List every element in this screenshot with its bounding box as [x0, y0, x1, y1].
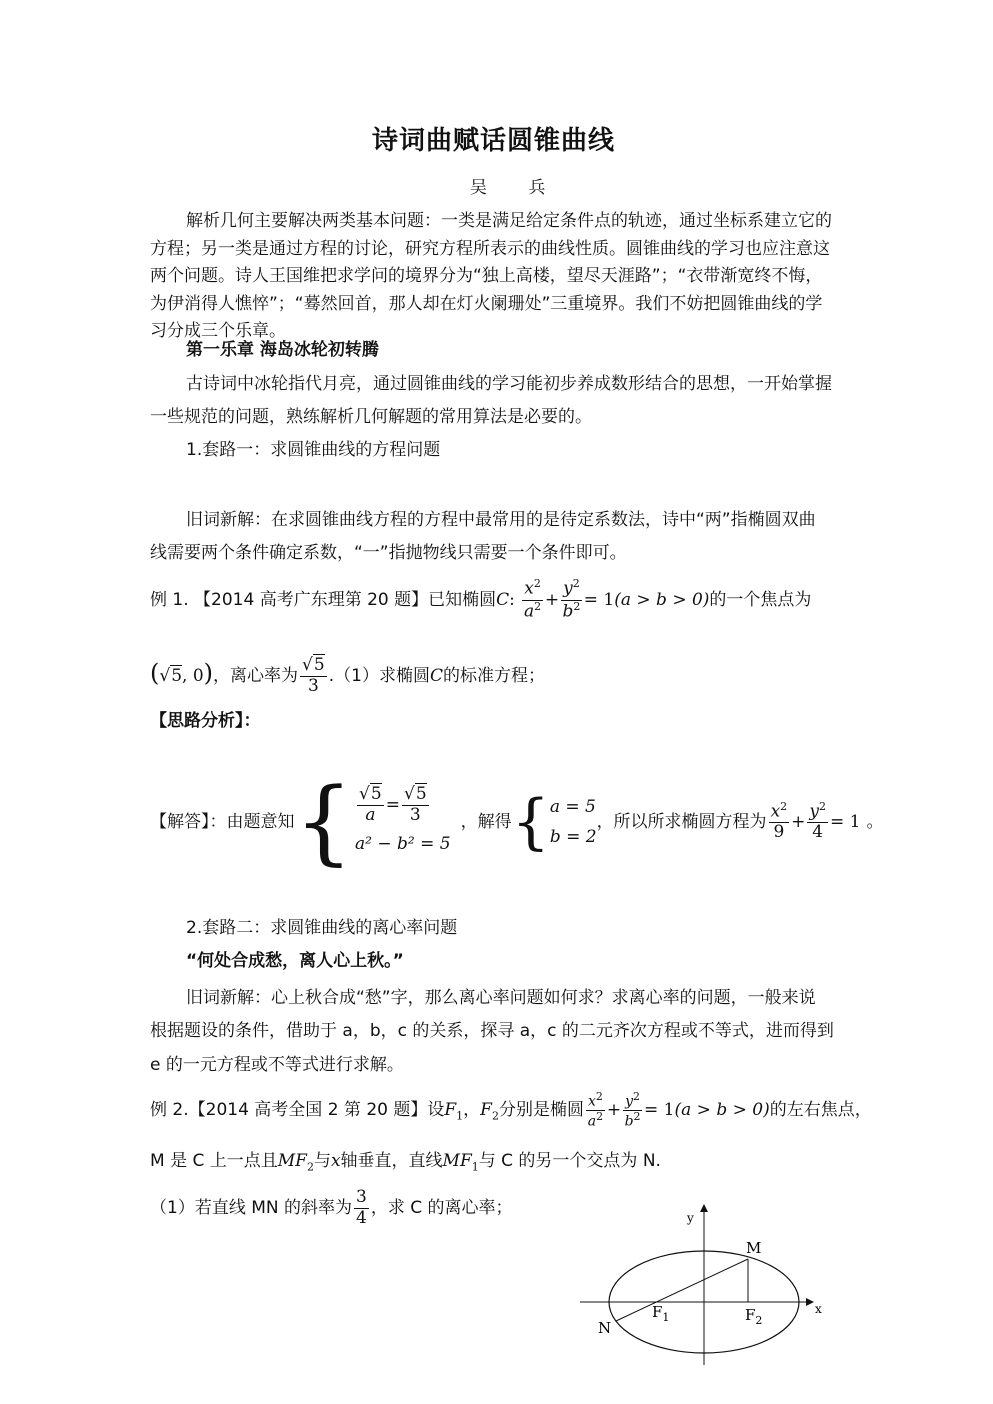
solution-b: b = 2 [549, 827, 597, 847]
var-x: x [770, 801, 781, 822]
chapter-heading: 第一乐章 海岛冰轮初转腾 [186, 340, 379, 360]
fraction-x2-9: $\frac{x^2}{9}$ [770, 800, 788, 843]
solution-a: a = 5 [549, 797, 596, 817]
fraction-x2-a2: $\frac{x^2}{a^2}$ [587, 1089, 604, 1130]
denominator: 4 [812, 822, 824, 843]
x-axis-label: x [815, 1302, 822, 1316]
condition: (a > b > 0) [614, 590, 710, 610]
text: 轴垂直，直线 [340, 1151, 443, 1171]
exp: 2 [533, 577, 541, 591]
point-n-label: N [598, 1319, 612, 1337]
chapter-paragraph-line: 古诗词中冰轮指代月亮，通过圆锥曲线的学习能初步养成数形结合的思想，一开始掌握 [186, 374, 832, 394]
author: 吴 兵 [470, 178, 564, 198]
focus-f2: F [480, 1100, 492, 1120]
text: 与 [313, 1151, 331, 1171]
fraction-y2-b2: $\frac{y^2}{b^2}$ [624, 1089, 641, 1130]
intro-line: 方程；另一类是通过方程的讨论，研究方程所表示的曲线性质。圆锥曲线的学习也应注意这 [150, 239, 830, 259]
sqrt-5: √5 [159, 666, 183, 686]
f2-subscript: 2 [755, 1314, 763, 1327]
f1-subscript: 1 [662, 1311, 670, 1324]
focus-y: , 0 [182, 666, 204, 686]
point-m-label: M [746, 1239, 762, 1257]
intro-line: 解析几何主要解决两类基本问题：一类是满足给定条件点的轨迹，通过坐标系建立它的 [186, 211, 832, 231]
text: M 是 C 上一点且 [150, 1151, 278, 1171]
example-2-line: 例 2.【2014 高考全国 2 第 20 题】设$F_1$，$F_2$分别是椭圆 $\frac{x^2}{a^2}$ + $\frac{y^2}{b^2}$ = 1(a > b > 0)的左右焦点， [150, 1089, 872, 1130]
explain-line: 根据题设的条件，借助于 a，b，c 的关系，探寻 a，c 的二元齐次方程或不等式，进而得到 [150, 1021, 834, 1041]
equals-one: = 1 [830, 812, 861, 832]
subscript: 2 [491, 1109, 499, 1123]
text: ，离心率为 [213, 666, 299, 686]
radicand: 5 [313, 654, 325, 675]
chapter-paragraph-line: 一些规范的问题，熟练解析几何解题的常用算法是必要的。 [150, 407, 592, 427]
line-mn [616, 1259, 748, 1321]
page-title: 诗词曲赋话圆锥曲线 [372, 126, 616, 156]
text: ，所以所求椭圆方程为 [596, 812, 767, 832]
ellipse-name: C [496, 590, 510, 610]
focus-f1: F [444, 1100, 457, 1120]
radicand: 5 [415, 783, 427, 804]
exp: 2 [572, 577, 580, 591]
answer-line: 【解答】：由题意知 { $\frac{√5}{a}$ = $\frac{√5}{3}$ a² − b² = 5 ，解得 { a = 5 b = 2 ，所以所求椭圆方程为 $\frac{x^2}{9}$ + $\frac{y^2}{4}$ = 1 。 [150, 768, 884, 875]
condition: (a > b > 0) [674, 1100, 770, 1120]
text: 分别是椭圆 [498, 1100, 584, 1120]
system-equations: $\frac{√5}{a}$ = $\frac{√5}{3}$ a² − b² = 5 [355, 785, 451, 859]
segment-mf1: MF [442, 1151, 472, 1171]
numerator: 3 [356, 1187, 367, 1207]
route-heading: 2.套路二：求圆锥曲线的离心率问题 [186, 918, 458, 938]
explain-line: 旧词新解：在求圆锥曲线方程的方程中最常用的是待定系数法，诗中“两”指椭圆双曲 [186, 510, 816, 530]
answer-label: 【解答】：由题意知 [150, 812, 295, 832]
point-f1-label [652, 1303, 669, 1324]
text: （1）若直线 MN 的斜率为 [150, 1198, 353, 1219]
var-y: y [809, 801, 820, 822]
intro-line: 习分成三个乐章。 [150, 321, 286, 341]
var-b: b [562, 601, 574, 622]
text: ，解得 [460, 812, 512, 832]
example-1-label: 例 1. 【2014 高考广东理第 20 题】已知椭圆 [150, 590, 497, 610]
subscript: 1 [456, 1109, 464, 1123]
solution [550, 792, 597, 852]
denominator: 4 [356, 1207, 367, 1228]
fraction-sqrt5-3: $\frac{√5}{3}$ [302, 654, 325, 696]
text: .（1）求椭圆 [328, 666, 430, 686]
period: 。 [866, 812, 884, 832]
denominator: 3 [409, 804, 421, 825]
fraction-x2-a2 [522, 578, 543, 621]
fraction-sqrt5-3: $\frac{√5}{3}$ [403, 783, 427, 825]
equals-one: = 1 [583, 590, 615, 610]
y-axis-label: y [687, 1211, 694, 1225]
example-2-line-2 [150, 1146, 661, 1182]
subscript: 1 [471, 1160, 479, 1174]
text: ，求 C 的离心率； [370, 1198, 513, 1219]
example-1-line: 例 1. 【2014 高考广东理第 20 题】已知椭圆C: $\frac{x^2}{a^2}$ + $\frac{y^2}{b^2}$ = 1(a > b > 0)的一个焦点为 [150, 577, 812, 622]
var-x: x [524, 578, 534, 599]
analysis-heading: 【思路分析】： [150, 711, 261, 731]
exp: 2 [534, 599, 542, 613]
equation-2: a² − b² = 5 [355, 834, 451, 855]
separator: ， [463, 1100, 481, 1120]
f2-letter: F [745, 1306, 756, 1324]
denominator: 3 [307, 675, 319, 696]
text: 的一个焦点为 [709, 590, 812, 610]
intro-line: 两个问题。诗人王国维把求学问的境界分为“独上高楼，望尽天涯路”；“衣带渐宽终不悔， [150, 266, 823, 286]
var-x: x [330, 1151, 341, 1171]
left-brace: { [294, 768, 354, 875]
text: 的标准方程； [442, 666, 545, 686]
var-y: y [563, 578, 573, 599]
ellipse-figure [570, 1200, 840, 1370]
segment-mf2: MF [277, 1151, 307, 1171]
fraction-y2-4: $\frac{y^2}{4}$ [809, 800, 827, 843]
example-2-label: 例 2.【2014 高考全国 2 第 20 题】设 [150, 1100, 445, 1120]
denominator: 9 [773, 822, 785, 843]
text: 与 C 的另一个交点为 N. [478, 1151, 661, 1171]
left-brace: { [511, 787, 550, 857]
explain-line: 线需要两个条件确定系数，“一”指抛物线只需要一个条件即可。 [150, 543, 627, 563]
colon: : [509, 590, 515, 610]
denominator: a [365, 804, 376, 825]
fraction-sqrt5-a: $\frac{√5}{a}$ [359, 783, 382, 825]
explain-line: e 的一元方程或不等式进行求解。 [150, 1055, 404, 1075]
subscript: 2 [306, 1160, 314, 1174]
radicand: 5 [171, 666, 183, 686]
radicand: 5 [370, 783, 382, 804]
text: 的左右焦点， [769, 1100, 872, 1120]
var-a: a [524, 601, 535, 622]
poem-quote: “何处合成愁，离人心上秋。” [186, 951, 404, 971]
exp: 2 [573, 599, 581, 613]
f1-letter: F [652, 1303, 663, 1321]
route-heading: 1.套路一：求圆锥曲线的方程问题 [186, 440, 441, 460]
fraction-y2-b2 [561, 578, 582, 621]
point-f2-label [745, 1306, 762, 1327]
example-1-line-2: (√5, 0)，离心率为 $\frac{√5}{3}$ .（1）求椭圆C的标准方程； [150, 650, 545, 699]
example-2-question-1 [150, 1188, 513, 1228]
ellipse-name: C [429, 666, 443, 686]
fraction-3-4 [354, 1188, 369, 1228]
intro-line: 为伊消得人憔悴”；“蓦然回首，那人却在灯火阑珊处”三重境界。我们不妨把圆锥曲线的学 [150, 294, 823, 314]
explain-line: 旧词新解：心上秋合成“愁”字，那么离心率问题如何求？求离心率的问题，一般来说 [186, 988, 816, 1008]
